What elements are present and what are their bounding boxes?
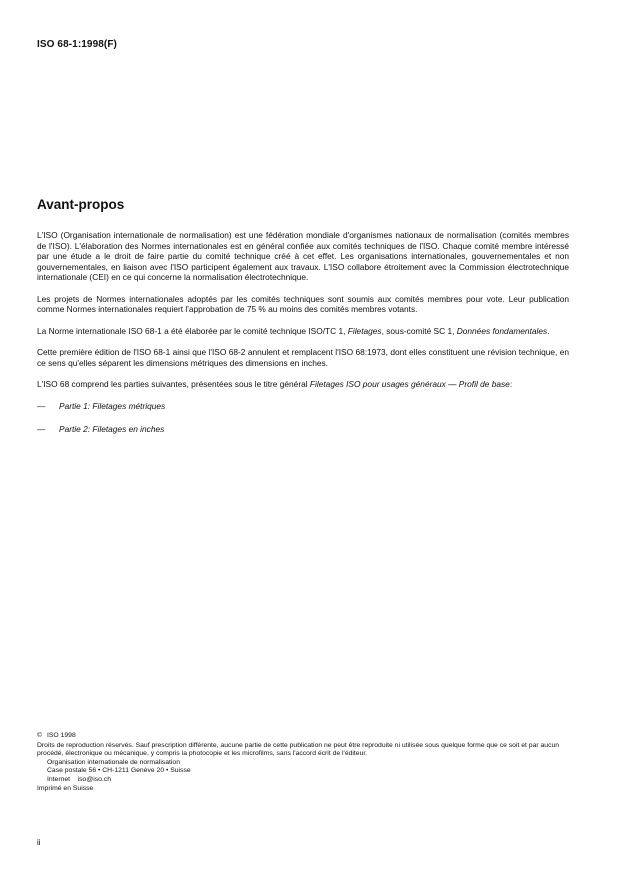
organisation-name: Organisation internationale de normalisation [47, 758, 180, 766]
subcommittee-name: Données fondamentales [456, 325, 548, 336]
paragraph-voting: Les projets de Normes internationales adoptés par les comités techniques sont soumis aux comités membres pour vote. Leur publication comme Normes internationales requiert l'approbation de 75 % au moins des comités membres votants. [37, 293, 569, 314]
paragraph-parts-intro [37, 379, 569, 390]
document-id-header: ISO 68-1:1998(F) [37, 39, 117, 50]
general-title: Filetages ISO pour usages généraux — Profil de base [309, 379, 510, 389]
foreword-body [37, 230, 569, 448]
part-label: Partie 2: Filetages en inches [59, 424, 165, 434]
dash-marker: — [37, 400, 46, 411]
copyright-footer [37, 732, 577, 793]
page-title: Avant-propos [37, 197, 125, 212]
internet-address: iso@iso.ch [77, 775, 111, 783]
copyright-line [37, 732, 577, 741]
printed-in: Imprimé en Suisse [37, 784, 94, 792]
internet-label: Internet [47, 775, 71, 783]
committee-text-a: La Norme internationale ISO 68-1 a été élaborée par le comité technique ISO/TC 1, [37, 325, 348, 336]
committee-name: Filetages [347, 325, 382, 336]
copyright-symbol: © [37, 732, 43, 739]
parts-intro-text: L'ISO 68 comprend les parties suivantes, présentées sous le titre général [37, 379, 310, 389]
copyright-year: ISO 1998 [47, 732, 76, 739]
page-number: ii [37, 838, 41, 847]
list-item [37, 401, 569, 412]
dash-marker: — [37, 424, 46, 434]
part-label: Partie 1: Filetages métriques [59, 400, 166, 411]
paragraph-edition: Cette première édition de l'ISO 68-1 ainsi que l'ISO 68-2 annulent et remplacent l'ISO 68:1973, dont elles constituent une révision technique, en ce sens qu'elles séparent les dimensions métriques des dimensions en inches. [37, 347, 569, 368]
list-item [37, 424, 569, 435]
parts-intro-colon: : [509, 379, 513, 389]
rights-notice: Droits de reproduction réservés. Sauf prescription différente, aucune partie de cette publication ne peut être reproduite ni utilisée sous quelque forme que ce soit et par aucun procédé, électronique ou mécanique, y compris la photocopie et les microfilms, sans l'accord écrit de l'éditeur. [37, 741, 560, 758]
paragraph-committee [37, 326, 569, 337]
internet-line [37, 776, 577, 785]
committee-text-e: . [547, 325, 550, 336]
parts-list [37, 401, 569, 435]
paragraph-about-iso: L'ISO (Organisation internationale de normalisation) est une fédération mondiale d'organismes nationaux de normalisation (comités membres de l'ISO). L'élaboration des Normes internationales est en général confiée aux comités techniques de l'ISO. Chaque comité membre intéressé par une étude a le droit de faire partie du comité technique créé à cet effet. Les organisations internationales, gouvernementales et non gouvernementales, en liaison avec l'ISO participent également aux travaux. L'ISO collabore étroitement avec la Commission électrotechnique internationale (CEI) en ce qui concerne la normalisation électrotechnique. [37, 230, 569, 282]
committee-text-c: , sous-comité SC 1, [381, 325, 457, 336]
postal-address: Case postale 56 • CH-1211 Genève 20 • Suisse [47, 767, 191, 775]
